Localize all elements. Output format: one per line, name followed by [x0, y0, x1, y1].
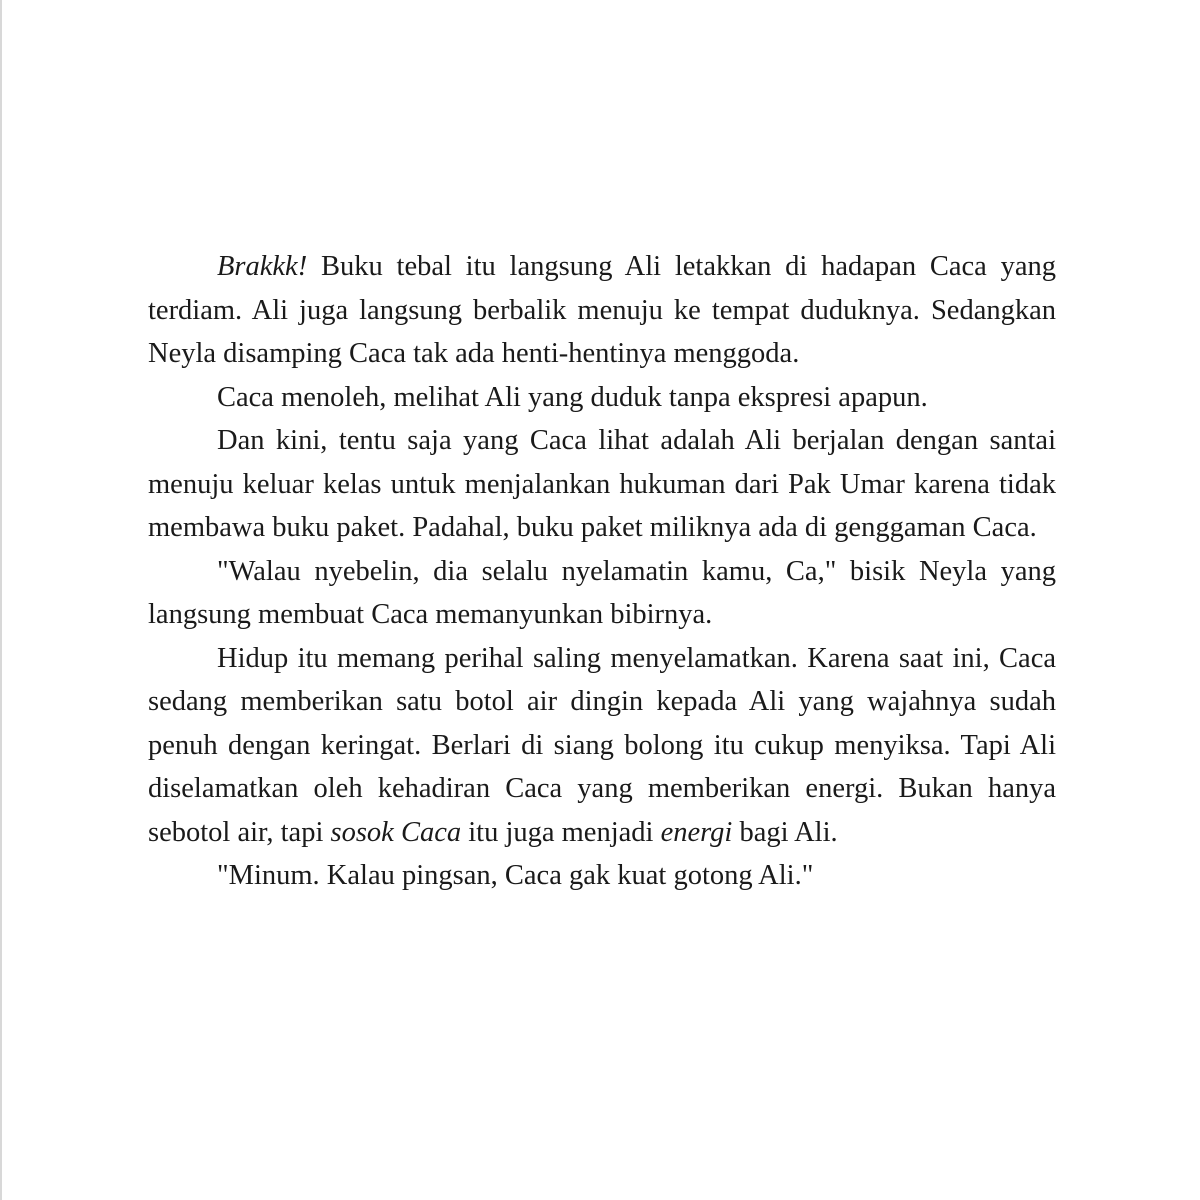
paragraph-5-segment-5: bagi Ali. [732, 816, 838, 848]
paragraph-1-segment-1: Brakkk! [217, 251, 308, 282]
paragraph-5-segment-4: energi [660, 816, 733, 848]
paragraph-3 [148, 419, 1056, 550]
paragraph-2 [148, 376, 1056, 420]
story-text [148, 245, 1056, 898]
paragraph-6 [148, 854, 1056, 898]
paragraph-1 [148, 245, 1056, 376]
paragraph-2-segment-1: Caca menoleh, melihat Ali yang duduk tanpa ekspresi apapun. [217, 381, 928, 413]
paragraph-5-segment-3: itu juga menjadi [461, 816, 661, 848]
paragraph-5-segment-2: sosok Caca [330, 816, 462, 848]
paragraph-4-segment-1: "Walau nyebelin, dia selalu nyelamatin kamu, Ca," bisik Neyla yang langsung membuat Caca memanyunkan bibirnya. [148, 555, 1056, 630]
paragraph-4 [148, 550, 1056, 637]
paragraph-1-segment-2: Buku tebal itu langsung Ali letakkan di hadapan Caca yang terdiam. Ali juga langsung berbalik menuju ke tempat duduknya. Sedangkan Neyla disamping Caca tak ada henti-hentinya menggoda. [148, 251, 1056, 369]
paragraph-5-segment-1: Hidup itu memang perihal saling menyelamatkan. Karena saat ini, Caca sedang memberikan satu botol air dingin kepada Ali yang wajahnya sudah penuh dengan keringat. Berlari di siang bolong itu cukup menyiksa. Tapi Ali diselamatkan oleh kehadiran Caca yang memberikan energi. Bukan hanya sebotol air, tapi [148, 642, 1056, 848]
paragraph-6-segment-1: "Minum. Kalau pingsan, Caca gak kuat gotong Ali." [217, 860, 814, 891]
paragraph-3-segment-1: Dan kini, tentu saja yang Caca lihat adalah Ali berjalan dengan santai menuju keluar kelas untuk menjalankan hukuman dari Pak Umar karena tidak membawa buku paket. Padahal, buku paket miliknya ada di genggaman Caca. [148, 425, 1056, 543]
paragraph-5 [148, 637, 1056, 855]
